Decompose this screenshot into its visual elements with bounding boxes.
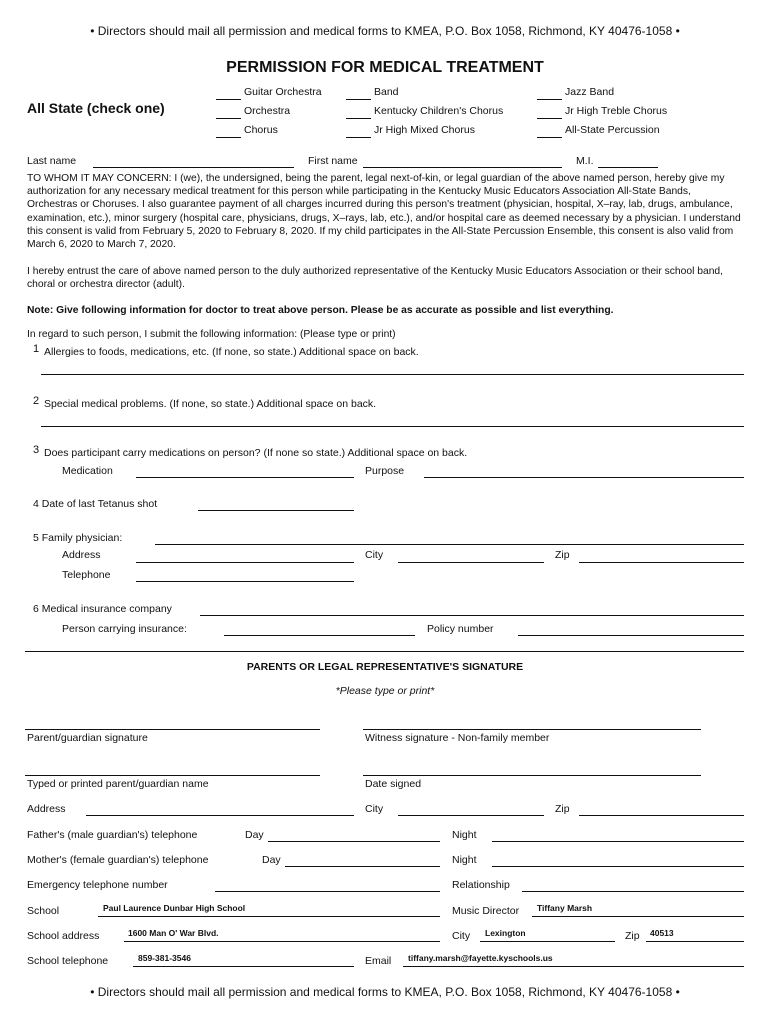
q3-number: 3 — [33, 444, 40, 456]
guardian-zip-field[interactable] — [579, 815, 744, 816]
purpose-label: Purpose — [365, 465, 405, 477]
date-signed-label: Date signed — [365, 778, 422, 790]
relationship-label: Relationship — [452, 879, 510, 891]
physician-telephone-label: Telephone — [62, 569, 111, 581]
date-signed-field[interactable] — [363, 775, 701, 776]
q1-number: 1 — [33, 343, 40, 355]
school-zip-value: 40513 — [650, 928, 674, 938]
mi-field[interactable] — [598, 167, 658, 168]
guardian-address-field[interactable] — [86, 815, 354, 816]
physician-address-field[interactable] — [136, 562, 354, 563]
father-day-field[interactable] — [268, 841, 440, 842]
option-percussion: All-State Percussion — [565, 124, 660, 136]
checkbox-line-band[interactable] — [346, 99, 371, 100]
physician-zip-field[interactable] — [579, 562, 744, 563]
checkbox-line-chorus[interactable] — [216, 137, 241, 138]
guardian-zip-label: Zip — [555, 803, 570, 815]
mailing-notice-bottom: • Directors should mail all permission and medical forms to KMEA, P.O. Box 1058, Richmond, KY 40476-1058 • — [90, 985, 680, 999]
guardian-city-field[interactable] — [398, 815, 544, 816]
mailing-notice-top: • Directors should mail all permission and medical forms to KMEA, P.O. Box 1058, Richmond, KY 40476-1058 • — [90, 24, 680, 38]
school-city-value: Lexington — [485, 928, 526, 938]
mother-night-label: Night — [452, 854, 477, 866]
school-city-label: City — [452, 930, 471, 942]
music-director-label: Music Director — [452, 905, 520, 917]
school-field[interactable] — [98, 916, 440, 917]
option-orchestra: Orchestra — [244, 105, 291, 117]
medication-field[interactable] — [136, 477, 354, 478]
policy-number-label: Policy number — [427, 623, 494, 635]
medication-label: Medication — [62, 465, 113, 477]
section-divider — [25, 651, 744, 652]
father-night-label: Night — [452, 829, 477, 841]
school-address-field[interactable] — [124, 941, 440, 942]
guardian-city-label: City — [365, 803, 384, 815]
emergency-telephone-field[interactable] — [215, 891, 440, 892]
physician-name-field[interactable] — [155, 544, 744, 545]
option-band: Band — [374, 86, 399, 98]
checkbox-line-orchestra[interactable] — [216, 118, 241, 119]
school-address-label: School address — [27, 930, 100, 942]
page-title: PERMISSION FOR MEDICAL TREATMENT — [226, 59, 544, 76]
parent-signature-field[interactable] — [25, 729, 320, 730]
school-zip-label: Zip — [625, 930, 640, 942]
option-jazz-band: Jazz Band — [565, 86, 615, 98]
physician-address-label: Address — [62, 549, 101, 561]
mother-day-field[interactable] — [285, 866, 440, 867]
q1-allergies-label: Allergies to foods, medications, etc. (If none, so state.) Additional space on back. — [44, 346, 419, 358]
email-label: Email — [365, 955, 392, 967]
physician-telephone-field[interactable] — [136, 581, 354, 582]
last-name-label: Last name — [27, 155, 77, 167]
typed-name-field[interactable] — [25, 775, 320, 776]
option-guitar-orchestra: Guitar Orchestra — [244, 86, 322, 98]
option-chorus: Chorus — [244, 124, 278, 136]
person-carrying-label: Person carrying insurance: — [62, 623, 187, 635]
q2-number: 2 — [33, 395, 40, 407]
signature-heading: PARENTS OR LEGAL REPRESENTATIVE'S SIGNATURE — [246, 661, 524, 673]
school-city-field[interactable] — [480, 941, 615, 942]
physician-city-field[interactable] — [398, 562, 544, 563]
physician-city-label: City — [365, 549, 384, 561]
option-jr-high-mixed: Jr High Mixed Chorus — [374, 124, 475, 136]
insurance-company-field[interactable] — [200, 615, 744, 616]
school-telephone-value: 859-381-3546 — [138, 953, 191, 963]
school-address-value: 1600 Man O' War Blvd. — [128, 928, 219, 938]
checkbox-line-jr-high-mixed[interactable] — [346, 137, 371, 138]
music-director-value: Tiffany Marsh — [537, 903, 593, 913]
father-night-field[interactable] — [492, 841, 744, 842]
tetanus-date-field[interactable] — [198, 510, 354, 511]
q6-insurance-label: 6 Medical insurance company — [33, 603, 172, 615]
q5-physician-label: 5 Family physician: — [33, 532, 123, 544]
school-value: Paul Laurence Dunbar High School — [103, 903, 246, 913]
signature-subheading: *Please type or print* — [335, 685, 435, 697]
witness-signature-label: Witness signature - Non-family member — [365, 732, 550, 744]
option-childrens-chorus: Kentucky Children's Chorus — [374, 105, 504, 117]
intro-paragraph: In regard to such person, I submit the following information: (Please type or print) — [27, 329, 396, 340]
relationship-field[interactable] — [522, 891, 744, 892]
typed-name-label: Typed or printed parent/guardian name — [27, 778, 209, 790]
last-name-field[interactable] — [93, 167, 294, 168]
mother-night-field[interactable] — [492, 866, 744, 867]
q4-tetanus-label: 4 Date of last Tetanus shot — [33, 498, 158, 510]
q2-medical-problems-field[interactable] — [41, 426, 744, 427]
checkbox-line-childrens-chorus[interactable] — [346, 118, 371, 119]
purpose-field[interactable] — [424, 477, 744, 478]
father-day-label: Day — [245, 829, 264, 841]
q3-medications-label: Does participant carry medications on person? (If none so state.) Additional space on back. — [44, 447, 468, 459]
note-paragraph: Note: Give following information for doctor to treat above person. Please be as accurate as possible and list everything. — [27, 305, 614, 316]
emergency-telephone-label: Emergency telephone number — [27, 879, 168, 891]
first-name-label: First name — [308, 155, 358, 167]
entrust-paragraph: I hereby entrust the care of above named person to the duly authorized representative of the Kentucky Music Educators Association or their school band, choral or orchestra director (adult). — [27, 266, 724, 291]
checkbox-line-jr-high-treble[interactable] — [537, 118, 562, 119]
school-telephone-field[interactable] — [133, 966, 354, 967]
checkbox-line-jazz-band[interactable] — [537, 99, 562, 100]
father-telephone-label: Father's (male guardian's) telephone — [27, 829, 198, 841]
mother-telephone-label: Mother's (female guardian's) telephone — [27, 854, 209, 866]
policy-number-field[interactable] — [518, 635, 744, 636]
option-jr-high-treble: Jr High Treble Chorus — [565, 105, 668, 117]
checkbox-line-percussion[interactable] — [537, 137, 562, 138]
parent-signature-label: Parent/guardian signature — [27, 732, 148, 744]
email-value: tiffany.marsh@fayette.kyschools.us — [408, 953, 553, 963]
first-name-field[interactable] — [363, 167, 562, 168]
school-zip-field[interactable] — [646, 941, 744, 942]
guardian-address-label: Address — [27, 803, 66, 815]
consent-paragraph: TO WHOM IT MAY CONCERN: I (we), the undersigned, being the parent, legal next-of-kin, or legal guardian of the above named person, hereby give my authorization for any necessary medical treatment for this person while participating in the Kentucky Music Educators Association All-State Bands, Orchestras or Choruses. I also guarantee payment of all charges incurred during this person's treatment (physician, hospital, X–ray, lab, drugs, ambulance, examination, etc.), minor surgery (hospital care, physicians, drugs, X–rays, lab, etc.), and/or hospital care as deemed necessary by a physician. I understand this consent is valid from February 5, 2020 to February 8, 2020. If my child participates in the All-State Percussion Ensemble, this consent is also valid from March 6, 2020 to March 7, 2020. — [27, 173, 741, 251]
physician-zip-label: Zip — [555, 549, 570, 561]
witness-signature-field[interactable] — [363, 729, 701, 730]
school-label: School — [27, 905, 60, 917]
checkbox-line-guitar-orchestra[interactable] — [216, 99, 241, 100]
q1-allergies-field[interactable] — [41, 374, 744, 375]
person-carrying-field[interactable] — [224, 635, 415, 636]
q2-medical-problems-label: Special medical problems. (If none, so state.) Additional space on back. — [44, 398, 377, 410]
all-state-label: All State (check one) — [27, 100, 165, 116]
mi-label: M.I. — [576, 155, 594, 167]
email-field[interactable] — [403, 966, 744, 967]
school-telephone-label: School telephone — [27, 955, 109, 967]
mother-day-label: Day — [262, 854, 281, 866]
music-director-field[interactable] — [532, 916, 744, 917]
